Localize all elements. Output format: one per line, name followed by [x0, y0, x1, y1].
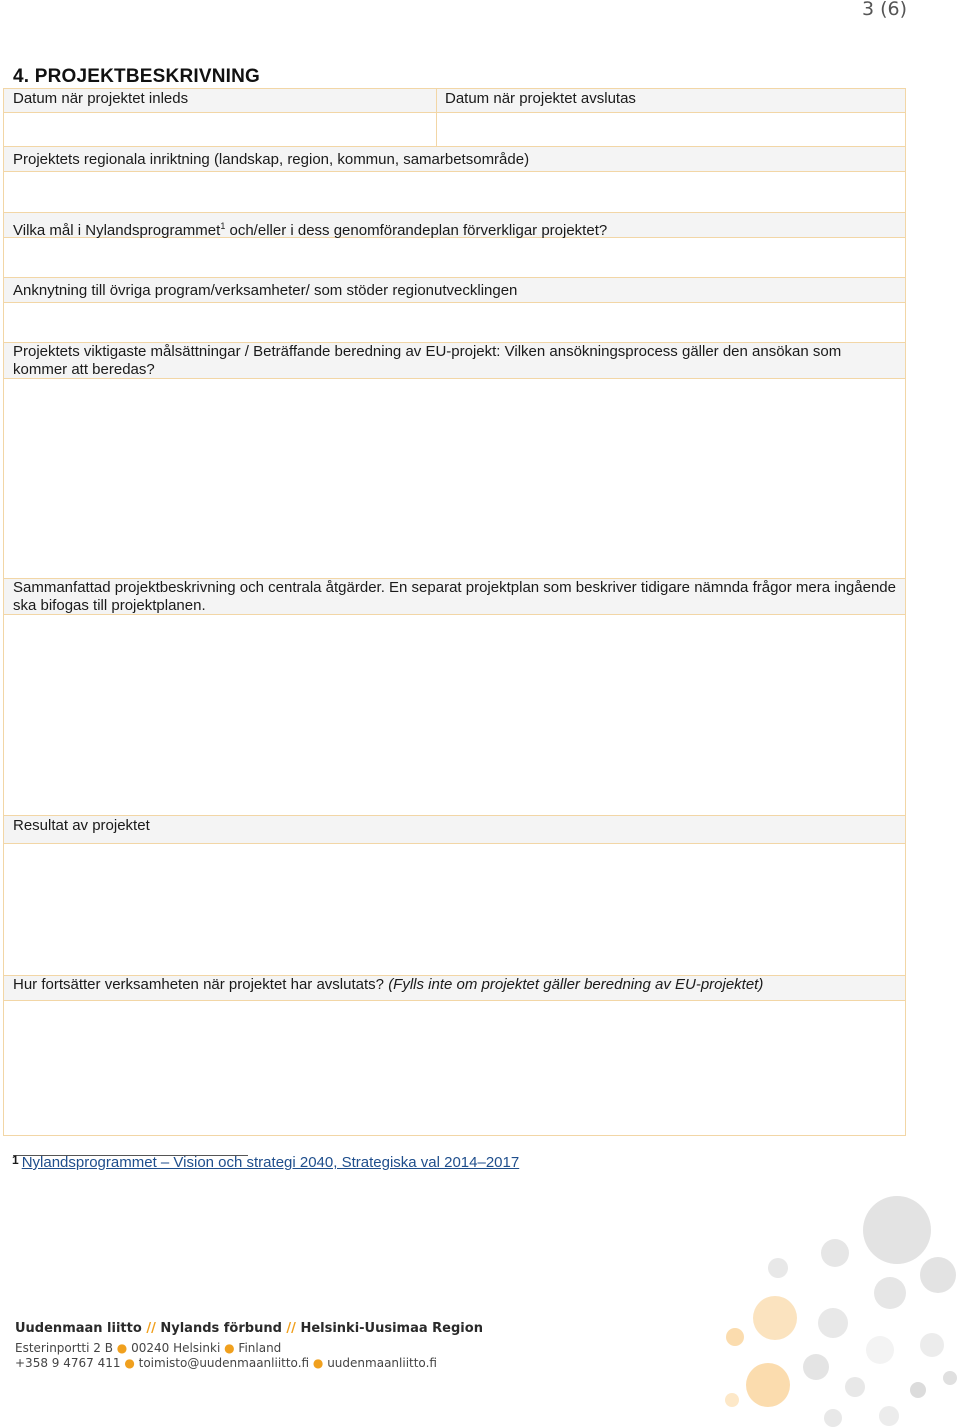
- goals-label: [4, 212, 905, 238]
- objectives-field[interactable]: [4, 379, 905, 578]
- start-date-text: Datum när projektet inleds: [13, 90, 189, 107]
- org-sep-1: //: [146, 1321, 156, 1336]
- org-name-en: Helsinki-Uusimaa Region: [300, 1321, 483, 1336]
- decorative-dots-graphic: [720, 1190, 960, 1427]
- org-names: [15, 1321, 483, 1336]
- end-date-label: Datum när projektet avslutas: [445, 90, 636, 107]
- phone: +358 9 4767 411: [15, 1356, 121, 1370]
- results-label: Resultat av projektet: [4, 815, 905, 844]
- goals-text-b: och/eller i dess genomförandeplan förverkligar projektet?: [225, 222, 608, 239]
- country: Finland: [238, 1341, 282, 1355]
- org-sep-2: //: [286, 1321, 296, 1336]
- goals-text-a: Vilka mål i Nylandsprogrammet: [13, 222, 221, 239]
- street: Esterinportti 2 B: [15, 1341, 113, 1355]
- footnote-link[interactable]: Nylandsprogrammet – Vision och strategi 2040, Strategiska val 2014–2017: [21, 1154, 520, 1171]
- bullet-icon: ●: [116, 1341, 128, 1355]
- continuation-field[interactable]: [4, 1001, 905, 1135]
- bullet-icon: ●: [124, 1356, 135, 1370]
- section-title: 4. PROJEKTBESKRIVNING: [13, 66, 261, 87]
- regional-field[interactable]: [4, 172, 905, 212]
- postal: 00240 Helsinki: [131, 1341, 221, 1355]
- continuation-note: (Fylls inte om projektet gäller beredning av EU-projektet): [388, 976, 764, 993]
- footnote: [12, 1154, 519, 1171]
- continuation-label: [4, 975, 905, 1001]
- summary-field[interactable]: [4, 615, 905, 815]
- links-label: Anknytning till övriga program/verksamheter/ som stöder regionutvecklingen: [4, 277, 905, 303]
- contact-line: [15, 1356, 437, 1370]
- org-name-sv: Nylands förbund: [160, 1321, 282, 1336]
- objectives-label: Projektets viktigaste målsättningar / Beträffande beredning av EU-projekt: Vilken ansökningsprocess gäller den ansökan som kommer att beredas?: [4, 342, 905, 379]
- regional-label: Projektets regionala inriktning (landskap, region, kommun, samarbetsområde): [4, 146, 905, 172]
- footnote-number: 1: [12, 1153, 19, 1167]
- website[interactable]: uudenmaanliitto.fi: [327, 1356, 437, 1370]
- page-number: 3 (6): [862, 0, 908, 20]
- org-name-fi: Uudenmaan liitto: [15, 1321, 142, 1336]
- links-field[interactable]: [4, 303, 905, 342]
- start-date-field[interactable]: [4, 113, 436, 146]
- bullet-icon: ●: [312, 1356, 324, 1370]
- project-form: [3, 88, 906, 1136]
- bullet-icon: ●: [224, 1341, 235, 1355]
- footnote-ref: 1: [220, 221, 226, 231]
- goals-field[interactable]: [4, 238, 905, 277]
- end-date-field[interactable]: [437, 113, 905, 146]
- continuation-text: Hur fortsätter verksamheten när projektet har avslutats?: [13, 976, 385, 993]
- summary-label: Sammanfattad projektbeskrivning och centrala åtgärder. En separat projektplan som beskriver tidigare nämnda frågor mera ingående ska bifogas till projektplanen.: [4, 578, 905, 615]
- email[interactable]: toimisto@uudenmaanliitto.fi: [138, 1356, 310, 1370]
- results-field[interactable]: [4, 844, 905, 975]
- address-line: [15, 1341, 281, 1355]
